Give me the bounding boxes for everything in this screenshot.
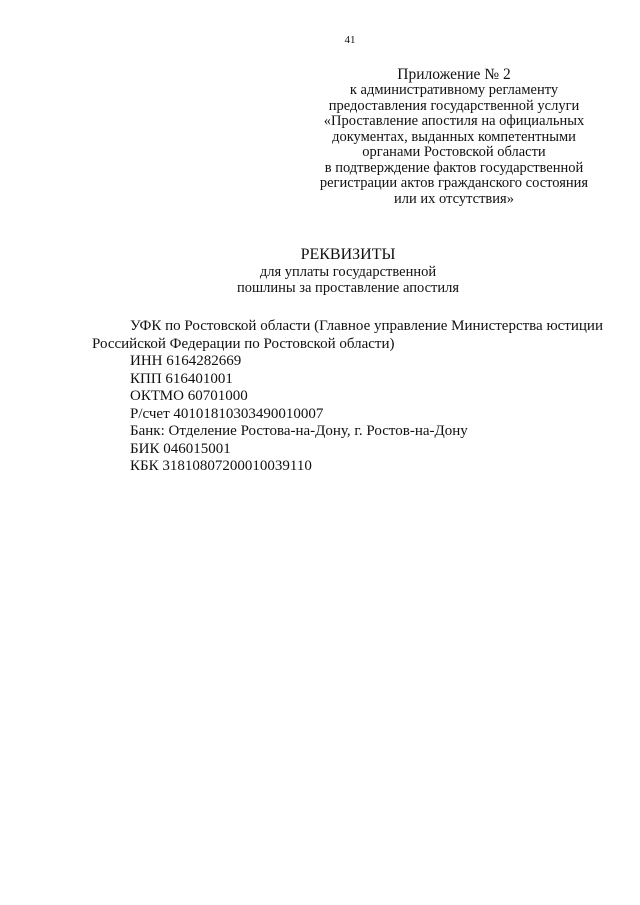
appendix-line: в подтверждение фактов государственной [324, 159, 584, 176]
document-subtitle-line: пошлины за проставление апостиля [236, 280, 460, 296]
page-number: 41 [344, 34, 356, 46]
bank-line: Банк: Отделение Ростова-на-Дону, г. Ростов-на-Дону [130, 423, 468, 439]
requisites-heading [0, 246, 640, 296]
document-title: РЕКВИЗИТЫ [300, 246, 396, 263]
document-subtitle-line: для уплаты государственной [259, 264, 437, 280]
payment-details [92, 318, 622, 476]
kpp-line: КПП 616401001 [130, 370, 233, 387]
appendix-line: органами Ростовской области [362, 144, 546, 160]
appendix-line: регистрации актов гражданского состояния [319, 175, 589, 191]
appendix-line: предоставления государственной услуги [328, 97, 580, 114]
account-line: Р/счет 40101810303490010007 [130, 405, 324, 422]
appendix-line: «Проставление апостиля на официальных [323, 113, 585, 129]
appendix-header [316, 66, 592, 207]
oktmo-line: ОКТМО 60701000 [130, 388, 248, 404]
appendix-title: Приложение № 2 [397, 66, 511, 83]
appendix-line: или их отсутствия» [394, 190, 514, 207]
kbk-line: КБК 31810807200010039110 [130, 458, 312, 474]
inn-line: ИНН 6164282669 [130, 353, 242, 369]
recipient-name: УФК по Ростовской области (Главное управление Министерства юстиции Российской Федерации по Ростовской области) [92, 318, 603, 352]
appendix-line: документах, выданных компетентными [332, 128, 576, 145]
bik-line: БИК 046015001 [130, 440, 231, 457]
appendix-line: к административному регламенту [349, 82, 559, 98]
